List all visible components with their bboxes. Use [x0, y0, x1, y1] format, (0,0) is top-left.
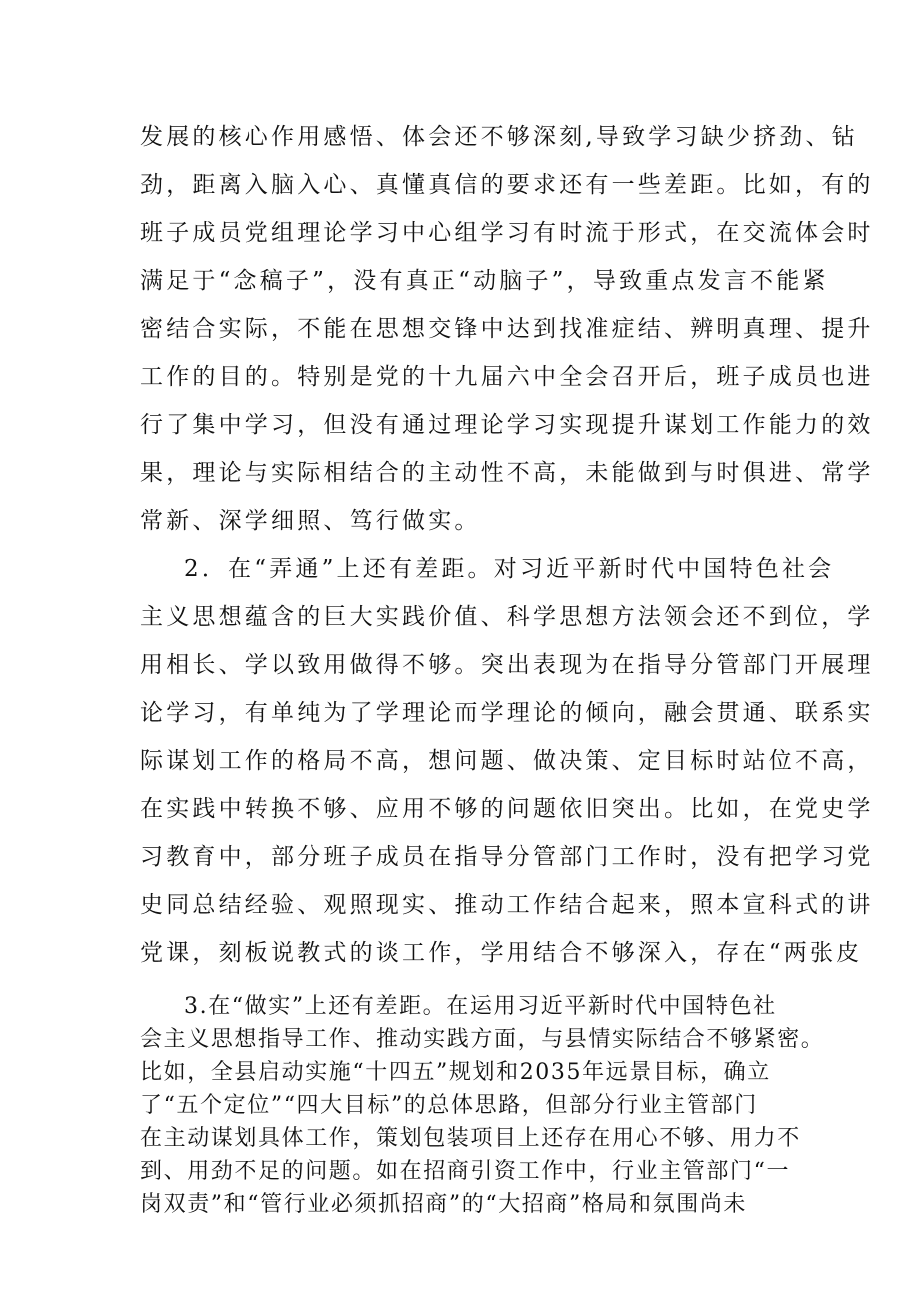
text-line: 满足于“念稿子”，没有真正“动脑子”，导致重点发言不能紧	[140, 268, 829, 294]
text-line: 史同总结经验、观照现实、推动工作结合起来，照本宣科式的讲	[140, 892, 874, 918]
text-line: 在主动谋划具体工作，策划包装项目上还存在用心不够、用力不	[140, 1126, 801, 1151]
text-line: 常新、深学细照、笃行做实。	[140, 508, 481, 534]
text-line: 到、用劲不足的问题。如在招商引资工作中，行业主管部门“一	[140, 1159, 791, 1184]
text-line: 工作的目的。特别是党的十九届六中全会召开后，班子成员也进	[140, 364, 874, 390]
text-line: 岗双责”和“管行业必须抓招商”的“大招商”格局和氛围尚未	[140, 1192, 748, 1217]
text-line: 行了集中学习，但没有通过理论学习实现提升谋划工作能力的效	[140, 412, 874, 438]
text-line: 会主义思想指导工作、推动实践方面，与县情实际结合不够紧密。	[140, 1027, 825, 1052]
text-line: 用相长、学以致用做得不够。突出表现为在指导分管部门开展理	[140, 652, 874, 678]
text-line: 发展的核心作用感悟、体会还不够深刻,导致学习缺少挤劲、钻	[140, 124, 858, 150]
text-line: 2．在“弄通”上还有差距。对习近平新时代中国特色社会	[184, 556, 835, 582]
text-line: 3.在“做实”上还有差距。在运用习近平新时代中国特色社	[184, 994, 777, 1019]
text-line: 果，理论与实际相结合的主动性不高，未能做到与时俱进、常学	[140, 460, 874, 486]
text-line: 在实践中转换不够、应用不够的问题依旧突出。比如，在党史学	[140, 796, 874, 822]
text-line: 党课，刻板说教式的谈工作，学用结合不够深入，存在“两张皮	[140, 940, 863, 966]
text-line: 了“五个定位”“四大目标”的总体思路，但部分行业主管部门	[140, 1093, 758, 1118]
text-line: 比如，全县启动实施“十四五”规划和2035年远景目标，确立	[140, 1060, 771, 1085]
text-line: 论学习，有单纯为了学理论而学理论的倾向，融会贯通、联系实	[140, 700, 874, 726]
text-line: 习教育中，部分班子成员在指导分管部门工作时，没有把学习党	[140, 844, 874, 870]
text-line: 劲，距离入脑入心、真懂真信的要求还有一些差距。比如，有的	[140, 172, 874, 198]
text-line: 密结合实际，不能在思想交锋中达到找准症结、辨明真理、提升	[140, 316, 874, 342]
text-line: 主义思想蕴含的巨大实践价值、科学思想方法领会还不到位，学	[140, 604, 874, 630]
text-line: 际谋划工作的格局不高，想问题、做决策、定目标时站位不高，	[140, 748, 874, 774]
text-line: 班子成员党组理论学习中心组学习有时流于形式，在交流体会时	[140, 220, 874, 246]
